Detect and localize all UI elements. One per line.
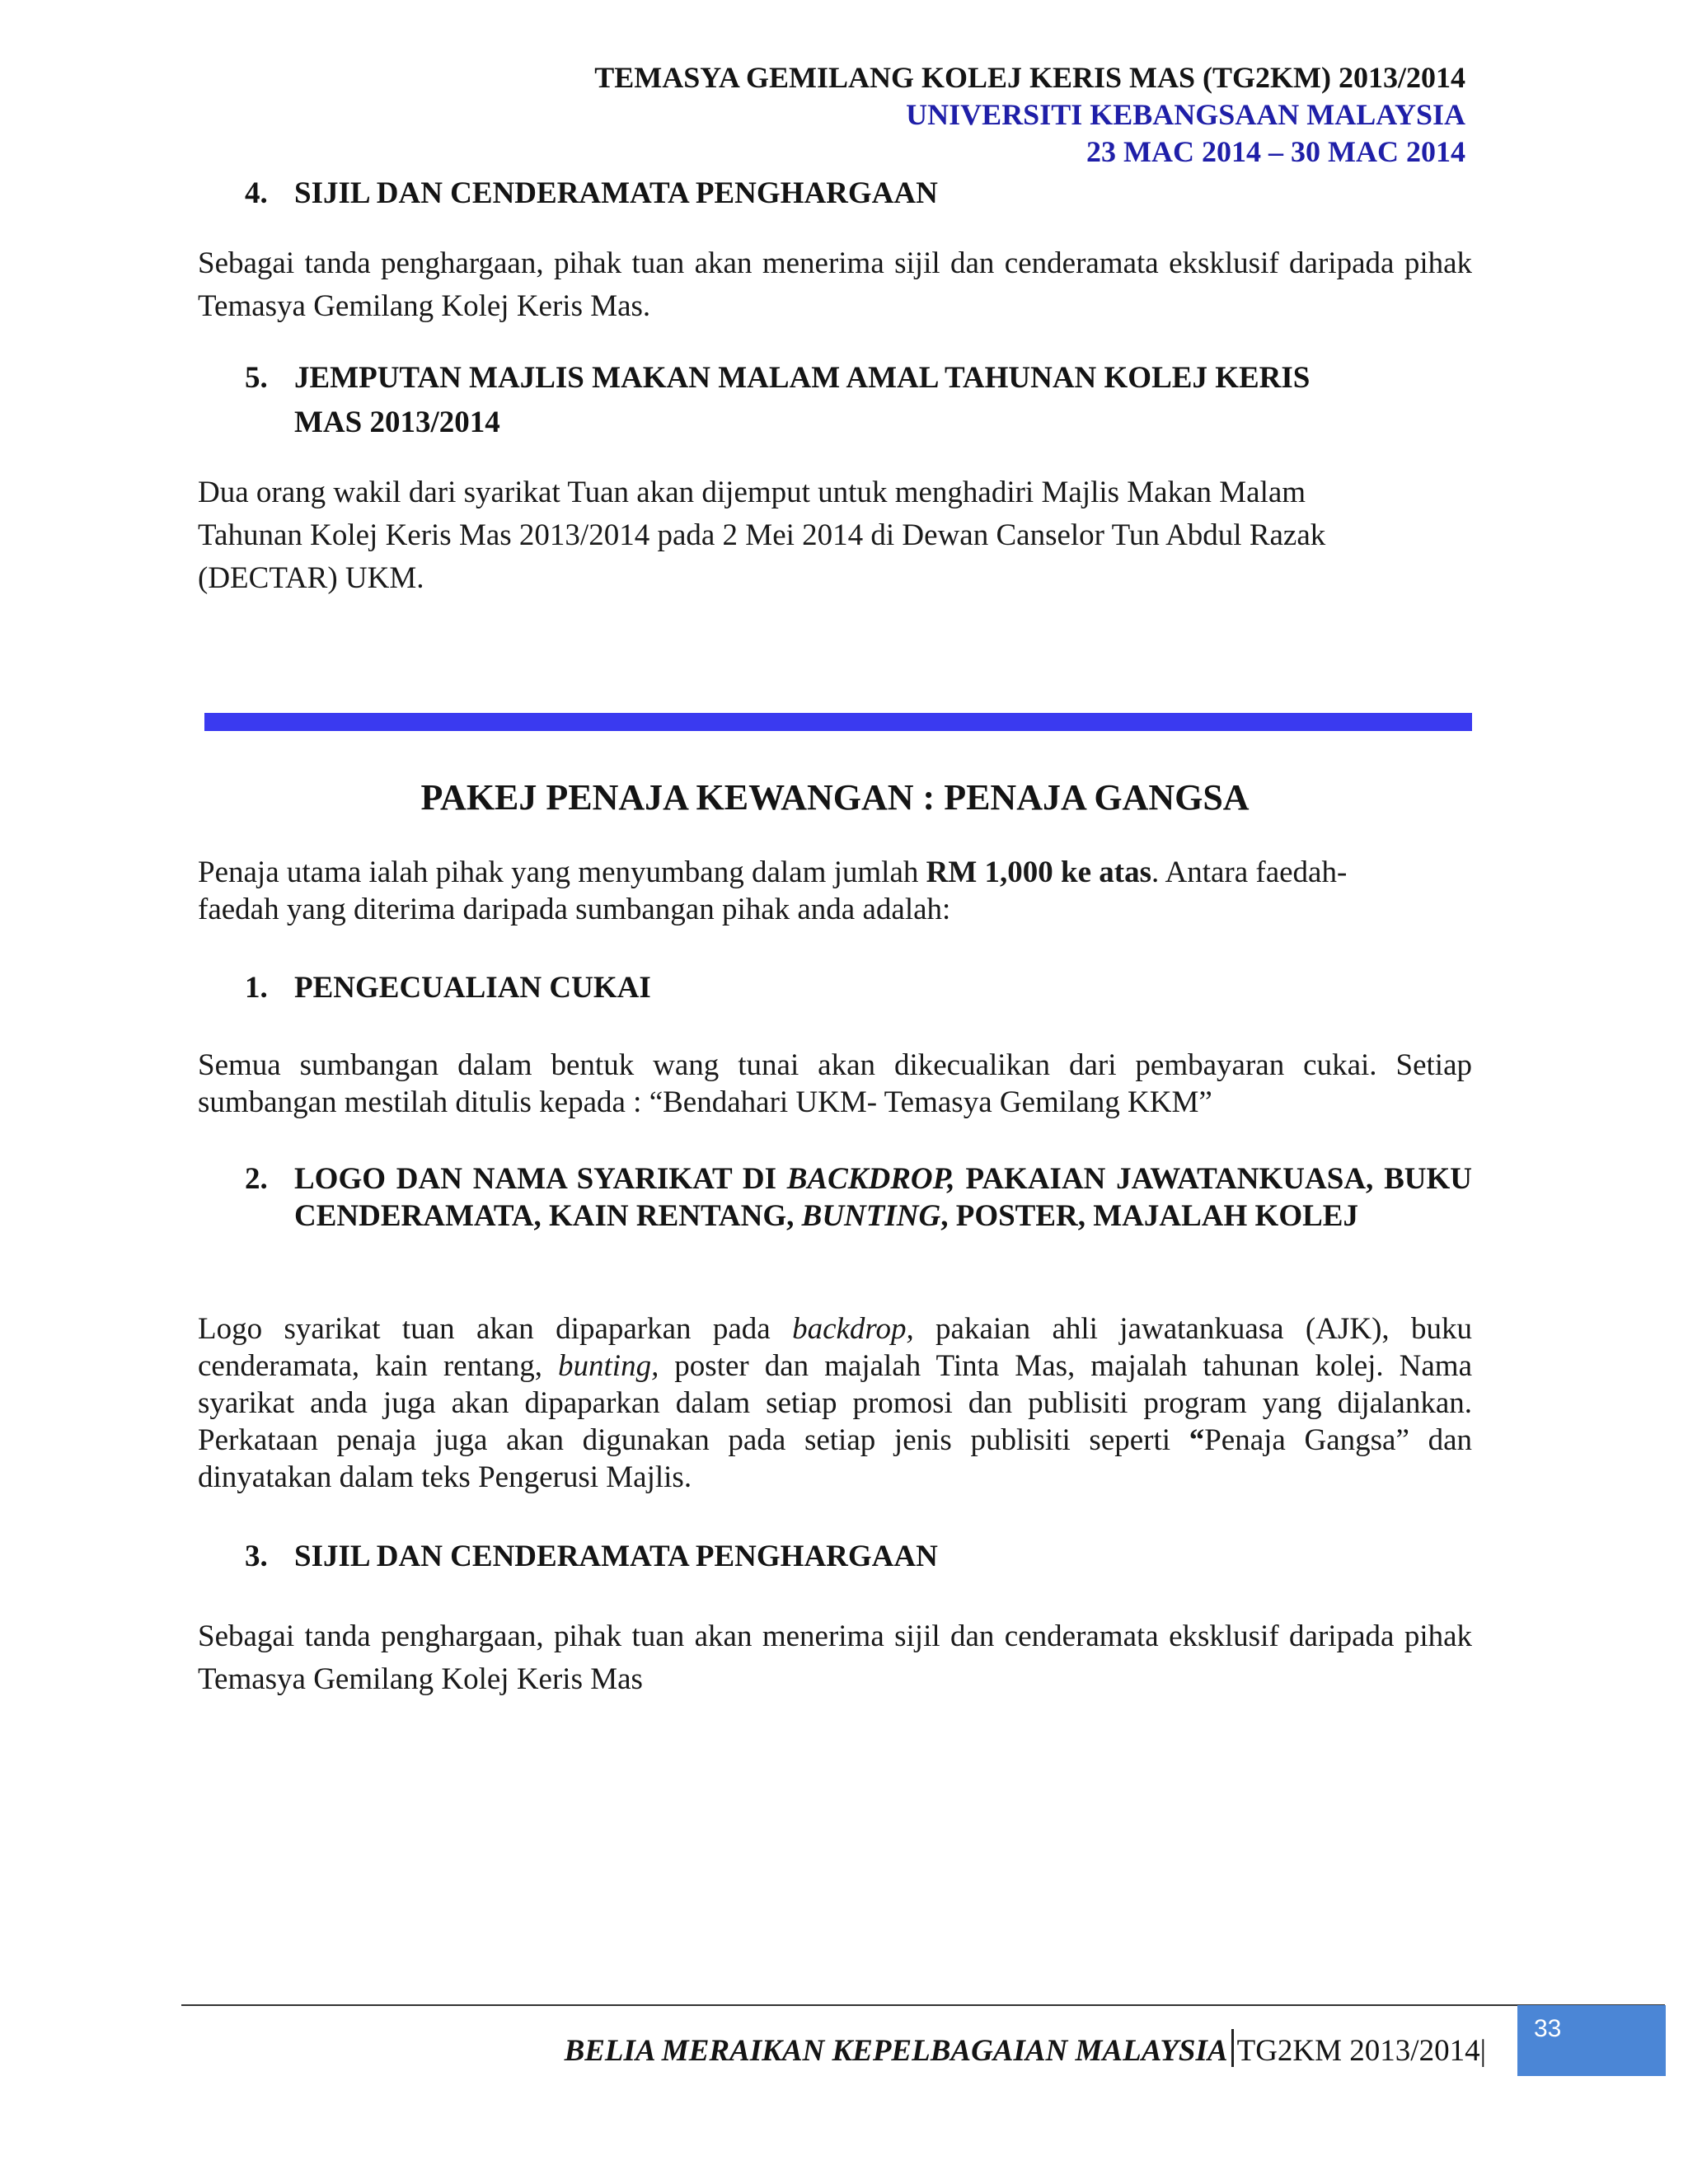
intro-line-2: faedah yang diterima daripada sumbangan pihak anda adalah:	[198, 893, 951, 926]
intro-paragraph	[198, 854, 1472, 928]
header-title: TEMASYA GEMILANG KOLEJ KERIS MAS (TG2KM) 2013/2014	[594, 61, 1465, 94]
heading-fragment: KOLEJ	[1254, 1199, 1358, 1233]
heading-fragment-italic: BACKDROP,	[786, 1162, 955, 1196]
heading-fragment-italic: BUNTING	[801, 1199, 941, 1233]
paragraph-item-3	[198, 1615, 1472, 1701]
running-header	[594, 59, 1465, 171]
paragraph-fragment: cenderamata, kain rentang,	[198, 1349, 559, 1383]
paragraph-item-5	[198, 471, 1472, 600]
paragraph-line: pihak Temasya Gemilang Kolej Keris Mas	[198, 1619, 1473, 1696]
heading-item-1	[245, 966, 651, 1010]
paragraph-fragment-bold: “	[1189, 1423, 1205, 1457]
heading-fragment: LOGO DAN NAMA SYARIKAT DI	[294, 1162, 787, 1196]
footer-event: TG2KM 2013/2014	[1236, 2034, 1480, 2068]
paragraph-line: pihak Temasya Gemilang Kolej Keris Mas.	[198, 246, 1473, 323]
paragraph-fragment-italic: backdrop,	[792, 1312, 914, 1346]
paragraph-fragment: Penaja Gangsa” dan	[1204, 1423, 1472, 1457]
paragraph-line: Semua sumbangan dalam bentuk wang tunai akan dikecualikan dari pembayaran cukai. Setiap	[198, 1048, 1472, 1082]
paragraph-line: Sebagai tanda penghargaan, pihak tuan akan menerima sijil dan cenderamata eksklusif daripada	[198, 246, 1395, 280]
heading-number: 4.	[245, 176, 268, 210]
paragraph-item-4	[198, 242, 1472, 328]
intro-text: . Antara faedah-	[1151, 855, 1348, 889]
heading-item-2	[245, 1160, 1472, 1235]
paragraph-line: sumbangan mestilah ditulis kepada : “Bendahari UKM- Temasya Gemilang KKM”	[198, 1085, 1212, 1119]
heading-text: PENGECUALIAN CUKAI	[294, 971, 651, 1005]
heading-number: 2.	[245, 1162, 268, 1196]
paragraph-item-1	[198, 1047, 1472, 1121]
heading-fragment: PAKAIAN JAWATANKUASA,	[954, 1162, 1374, 1196]
paragraph-fragment-italic: bunting,	[558, 1349, 659, 1383]
paragraph-fragment: dinyatakan dalam teks Pengerusi Majlis.	[198, 1460, 692, 1494]
heading-number: 1.	[245, 971, 268, 1005]
heading-text: SIJIL DAN CENDERAMATA PENGHARGAAN	[294, 176, 938, 210]
footer-separator	[1231, 2029, 1234, 2067]
paragraph-line: Dua orang wakil dari syarikat Tuan akan dijemput untuk menghadiri Majlis Makan Malam	[198, 476, 1306, 509]
footer-end-bar: |	[1479, 2034, 1486, 2068]
heading-number: 5.	[245, 361, 268, 395]
header-university: UNIVERSITI KEBANGSAAN MALAYSIA	[906, 98, 1465, 131]
paragraph-item-2	[198, 1310, 1472, 1496]
paragraph-line: Tahunan Kolej Keris Mas 2013/2014 pada 2 Mei 2014 di Dewan Canselor Tun Abdul Razak	[198, 518, 1326, 552]
heading-text-line-1: JEMPUTAN MAJLIS MAKAN MALAM AMAL TAHUNAN KOLEJ KERIS	[294, 361, 1311, 395]
heading-fragment: BUKU CENDERAMATA, KAIN RENTANG,	[294, 1162, 1472, 1233]
heading-text-line-2: MAS 2013/2014	[294, 405, 500, 439]
paragraph-fragment: pakaian ahli jawatankuasa (AJK), buku	[913, 1312, 1472, 1346]
paragraph-line: Sebagai tanda penghargaan, pihak tuan akan menerima sijil dan cenderamata eksklusif daripada	[198, 1619, 1395, 1653]
paragraph-fragment: poster dan majalah Tinta Mas, majalah tahunan kolej. Nama	[659, 1349, 1472, 1383]
section-divider	[204, 713, 1472, 731]
heading-text	[245, 1160, 1472, 1235]
paragraph-fragment: Logo syarikat tuan akan dipaparkan pada	[198, 1312, 793, 1346]
heading-item-3	[245, 1535, 938, 1579]
page-number-box	[1517, 2005, 1666, 2076]
footer-motto: BELIA MERAIKAN KEPELBAGAIAN MALAYSIA	[564, 2034, 1228, 2068]
intro-amount: RM 1,000 ke atas	[926, 855, 1152, 889]
section-title: PAKEJ PENAJA KEWANGAN : PENAJA GANGSA	[420, 777, 1250, 818]
footer-text	[565, 2029, 1486, 2073]
header-dates: 23 MAC 2014 – 30 MAC 2014	[1086, 135, 1465, 168]
paragraph-line: (DECTAR) UKM.	[198, 561, 424, 595]
heading-fragment: , POSTER, MAJALAH	[940, 1199, 1248, 1233]
paragraph-fragment: Perkataan penaja juga akan digunakan pada setiap jenis publisiti seperti	[198, 1423, 1189, 1457]
heading-number: 3.	[245, 1540, 268, 1573]
heading-item-5	[245, 356, 1310, 445]
heading-item-4	[245, 171, 938, 216]
heading-text: SIJIL DAN CENDERAMATA PENGHARGAAN	[294, 1540, 938, 1573]
intro-line-1	[198, 854, 1472, 891]
paragraph-fragment: syarikat anda juga akan dipaparkan dalam setiap promosi dan publisiti program yang dijalankan.	[198, 1386, 1472, 1420]
page-number: 33	[1534, 2015, 1562, 2042]
intro-text: Penaja utama ialah pihak yang menyumbang dalam jumlah	[198, 855, 926, 889]
footer-rule	[181, 2004, 1665, 2006]
